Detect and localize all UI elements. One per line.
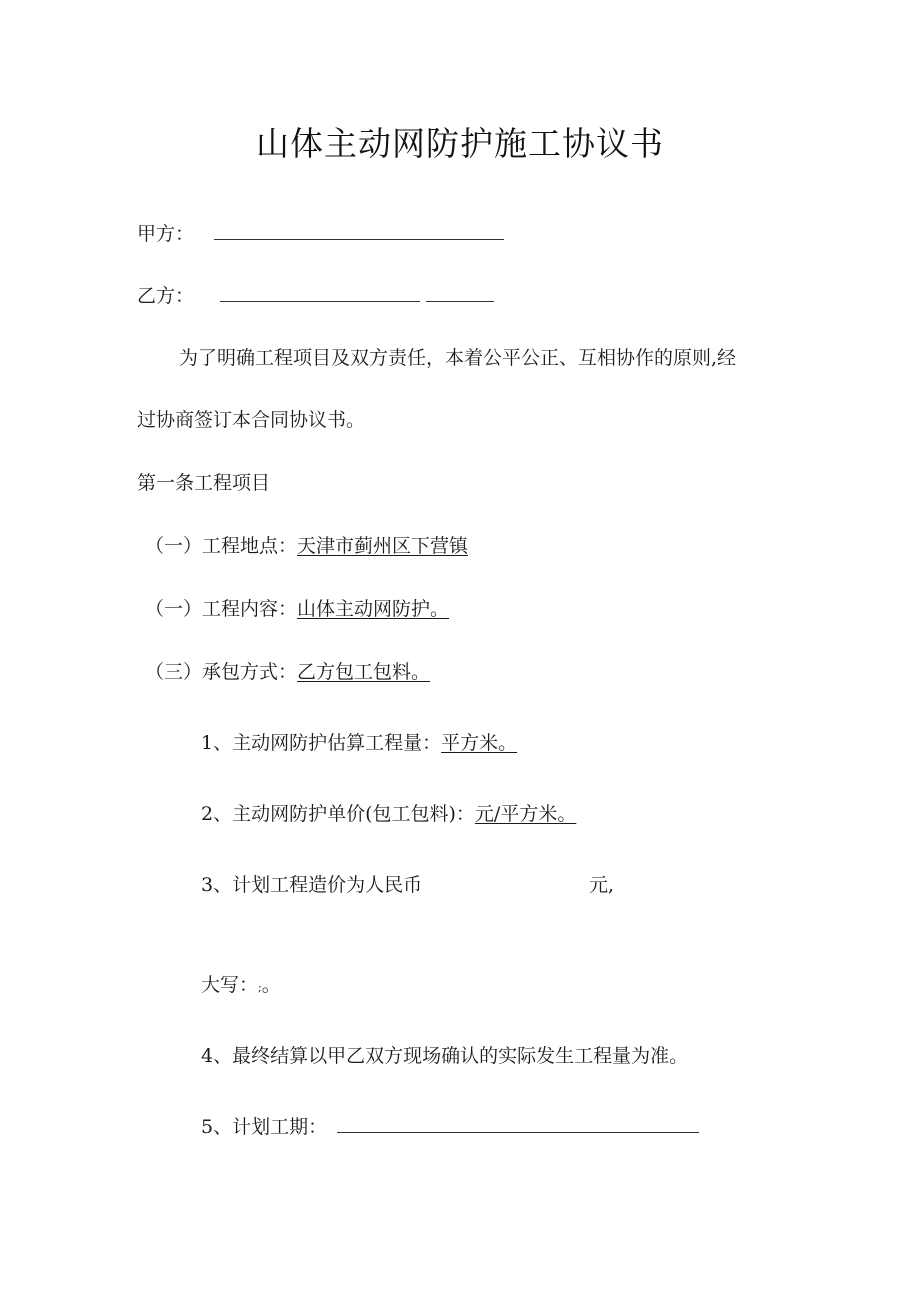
sub-item-2-prefix: 2、主动网防护单价(包工包料)：: [201, 803, 475, 825]
sub-item-5: [201, 1114, 699, 1140]
sub-item-1: [201, 730, 517, 756]
sub-item-3-prefix: 3、计划工程造价为人民币: [201, 874, 423, 896]
daxie-line: [201, 972, 281, 1001]
item-location-prefix: （一）工程地点：: [145, 535, 298, 557]
party-a-blank[interactable]: [214, 221, 504, 240]
sub-item-1-value: 平方米。: [441, 732, 518, 754]
item-content-value: 山体主动网防护。: [297, 598, 450, 620]
article-1-heading: 第一条工程项目: [137, 472, 271, 494]
sub-item-1-prefix: 1、主动网防护估算工程量：: [201, 732, 442, 754]
daxie-label: 大写：: [201, 974, 259, 996]
party-b-blank-2[interactable]: [426, 283, 494, 302]
item-content: [145, 596, 449, 622]
item-location: [145, 533, 468, 559]
item-contract-mode: [145, 659, 430, 685]
item-contract-mode-value: 乙方包工包料。: [297, 661, 431, 683]
sub-item-5-prefix: 5、计划工期：: [201, 1116, 328, 1138]
item-content-prefix: （一）工程内容：: [145, 598, 298, 620]
party-b-line: [137, 283, 494, 309]
sub-item-3-suffix: 元,: [589, 874, 615, 896]
sub-item-2: [201, 801, 576, 827]
sub-item-3: [201, 872, 422, 898]
intro-line-2: 过协商签订本合同协议书。: [137, 409, 366, 431]
item-location-value: 天津市蓟州区下营镇: [297, 535, 469, 557]
party-b-label: 乙方：: [137, 285, 195, 307]
daxie-end: 。: [261, 974, 281, 996]
schedule-blank[interactable]: [337, 1114, 699, 1133]
sub-item-2-value: 元/平方米。: [474, 803, 577, 825]
sub-item-4: 4、最终结算以甲乙双方现场确认的实际发生工程量为准。: [201, 1045, 689, 1067]
party-b-blank-1[interactable]: [220, 283, 420, 302]
party-a-line: [137, 221, 504, 247]
document-title: 山体主动网防护施工协议书: [256, 124, 664, 163]
item-contract-mode-prefix: （三）承包方式：: [145, 661, 298, 683]
daxie-mark: ;: [258, 981, 262, 994]
party-a-label: 甲方：: [137, 223, 195, 245]
intro-line-1: 为了明确工程项目及双方责任，本着公平公正、互相协作的原则,经: [179, 347, 737, 369]
